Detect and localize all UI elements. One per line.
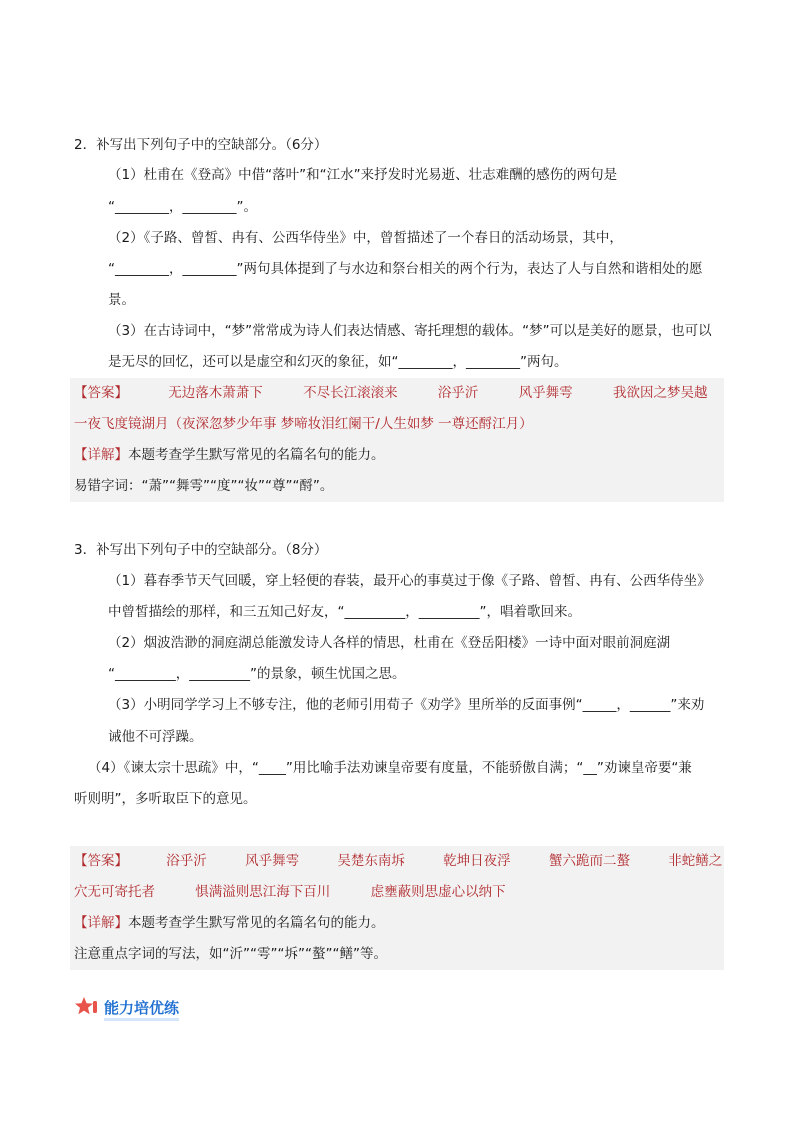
detail-label: 【详解】 (74, 447, 128, 463)
q3-answer-box (70, 846, 724, 970)
q3-part2-line1: （2）烟波浩渺的洞庭湖总能激发诗人各样的情思，杜甫在《登岳阳楼》一诗中面对眼前洞庭湖 (108, 635, 671, 651)
answer-item: 蟹六跪而二螯 (548, 853, 630, 869)
q3-note: 注意重点字词的写法，如“沂”“雩”“坼”“螯”“鳝”等。 (74, 946, 387, 962)
q3-part4-line1: （4）《谏太宗十思疏》中，“____”用比喻手法劝谏皇帝要有度量，不能骄傲自满；“__”劝谏皇帝要“兼 (88, 760, 692, 776)
answer-item: 虑壅蔽则思虚心以纳下 (370, 884, 506, 900)
q2-answer-line2: 一夜飞度镜湖月（夜深忽梦少年事 梦啼妆泪红阑干/人生如梦 一尊还酹江月） (74, 416, 533, 432)
answer-item: 不尽长江滚滚来 (303, 385, 398, 401)
q3-part3-line1: （3）小明同学学习上不够专注，他的老师引用荀子《劝学》里所举的反面事例“_____，______”来劝 (108, 697, 705, 713)
answer-item: 浴乎沂 (437, 385, 479, 401)
answer-item: 浴乎沂 (166, 853, 207, 869)
answer-item: 我欲因之梦吴越 (612, 385, 708, 401)
q3-part1-line1: （1）暮春季节天气回暖，穿上轻便的春装，最开心的事莫过于像《子路、曾皙、冉有、公西华侍坐》 (108, 573, 711, 589)
q2-part2-line2: “________，________”两句具体提到了与水边和祭台相关的两个行为，表达了人与自然和谐相处的愿 (108, 261, 703, 277)
detail-label: 【详解】 (74, 915, 128, 931)
q2-part1-line1: （1）杜甫在《登高》中借“落叶”和“江水”来抒发时光易逝、壮志难酬的感伤的两句是 (108, 167, 618, 183)
q2-part2-line1: （2）《子路、曾皙、冉有、公西华侍坐》中，曾皙描述了一个春日的活动场景，其中， (108, 230, 623, 246)
q2-part2-line3: 景。 (108, 292, 135, 308)
answer-label: 【答案】 (74, 853, 128, 869)
answer-item: 乾坤日夜浮 (443, 853, 511, 869)
q2-part1-line2: “________，________”。 (108, 199, 257, 215)
section-title: 能力培优练 (104, 998, 179, 1021)
detail-text: 本题考查学生默写常见的名篇名句的能力。 (128, 447, 385, 463)
q2-answer-box (70, 378, 724, 502)
q2-answer-line1 (74, 383, 707, 403)
q3-part2-line2: “_________，_________”的景象，顿生忧国之思。 (108, 666, 406, 682)
answer-item: 吴楚东南坼 (337, 853, 405, 869)
q3-answer-line2 (74, 882, 506, 902)
q2-title: 2．补写出下列句子中的空缺部分。（6分） (74, 137, 328, 153)
detail-text: 本题考查学生默写常见的名篇名句的能力。 (128, 915, 385, 931)
q3-part3-line2: 诫他不可浮躁。 (108, 729, 203, 745)
q3-part1-line2: 中曾皙描绘的那样，和三五知己好友，“_________，_________”，唱着歌回来。 (108, 604, 581, 620)
q3-part4-line2: 听则明”，多听取臣下的意见。 (74, 791, 257, 807)
answer-item: 无边落木萧萧下 (168, 385, 263, 401)
q3-answer-line1 (74, 851, 722, 871)
answer-item: 非蛇鳝之 (668, 853, 723, 869)
answer-item: 风乎舞雩 (245, 853, 300, 869)
q3-detail (74, 913, 385, 933)
q2-part3-line2: 是无尽的回忆，还可以是虚空和幻灭的象征，如“________，________”两句。 (108, 354, 568, 370)
section-header (74, 996, 179, 1022)
answer-item: 风乎舞雩 (518, 385, 573, 401)
answer-label: 【答案】 (74, 385, 128, 401)
answer-item: 惧满溢则思江海下百川 (195, 884, 331, 900)
q2-part3-line1: （3）在古诗词中，“梦”常常成为诗人们表达情感、寄托理想的载体。“梦”可以是美好的愿景，也可以 (108, 323, 712, 339)
answer-item: 穴无可寄托者 (74, 884, 155, 900)
q3-title: 3．补写出下列句子中的空缺部分。（8分） (74, 542, 328, 558)
q2-note: 易错字词：“萧”“舞雩”“度”“妆”“尊”“酹”。 (74, 478, 334, 494)
star-icon (74, 996, 100, 1022)
q2-detail (74, 445, 385, 465)
